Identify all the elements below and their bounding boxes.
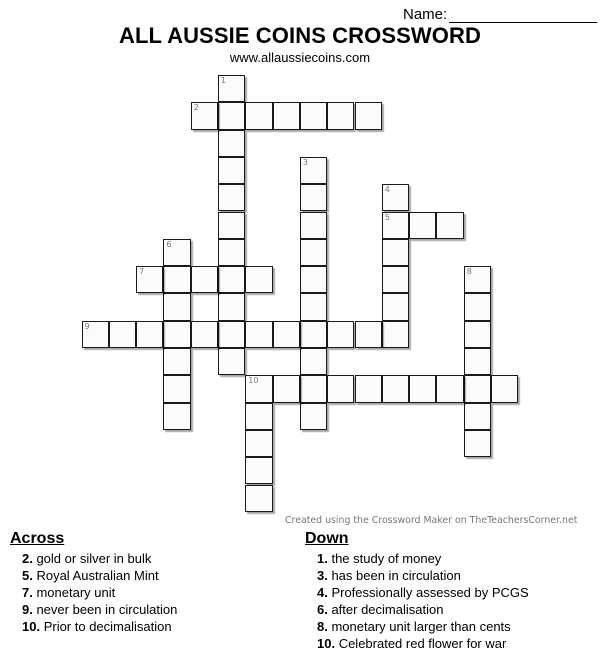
crossword-cell[interactable]: [163, 239, 190, 266]
clue-number: 8.: [317, 619, 328, 634]
clue-item: [22, 618, 177, 635]
crossword-cell[interactable]: [109, 321, 136, 348]
crossword-cell[interactable]: [300, 266, 327, 293]
crossword-cell[interactable]: [327, 102, 354, 129]
crossword-cell[interactable]: [436, 375, 463, 402]
across-clue-list: [10, 550, 177, 635]
crossword-cell[interactable]: [300, 321, 327, 348]
crossword-cell[interactable]: [355, 102, 382, 129]
clue-text: the study of money: [327, 551, 442, 566]
clue-item: [317, 618, 529, 635]
clue-number: 10.: [317, 636, 336, 651]
clue-text: gold or silver in bulk: [32, 551, 152, 566]
crossword-cell[interactable]: [300, 157, 327, 184]
clue-number-label: 1: [221, 76, 227, 85]
crossword-cell[interactable]: [218, 348, 245, 375]
crossword-cell[interactable]: [273, 375, 300, 402]
crossword-cell[interactable]: [163, 403, 190, 430]
crossword-cell[interactable]: [464, 321, 491, 348]
crossword-cell[interactable]: [436, 212, 463, 239]
crossword-cell[interactable]: [409, 212, 436, 239]
crossword-cell[interactable]: [163, 321, 190, 348]
clue-item: [22, 567, 177, 584]
name-label: Name:: [403, 6, 448, 23]
crossword-cell[interactable]: [464, 403, 491, 430]
crossword-cell[interactable]: [382, 266, 409, 293]
credit-text: Created using the Crossword Maker on TheTeachersCorner.net: [285, 515, 578, 526]
clue-text: monetary unit larger than cents: [327, 619, 511, 634]
crossword-cell[interactable]: [191, 321, 218, 348]
crossword-cell[interactable]: [136, 266, 163, 293]
crossword-cell[interactable]: [245, 485, 272, 512]
crossword-cell[interactable]: [464, 348, 491, 375]
clue-number-label: 3: [302, 157, 308, 167]
crossword-cell[interactable]: [327, 375, 354, 402]
crossword-cell[interactable]: [409, 375, 436, 402]
crossword-cell[interactable]: [218, 293, 245, 320]
clue-number-label: 7: [139, 267, 145, 277]
crossword-cell[interactable]: [245, 321, 272, 348]
clue-item: [317, 635, 529, 652]
crossword-cell[interactable]: [218, 130, 245, 157]
crossword-cell[interactable]: [491, 375, 518, 402]
clue-text: never been in circulation: [32, 602, 178, 617]
crossword-cell[interactable]: [464, 375, 491, 402]
crossword-cell[interactable]: [382, 321, 409, 348]
clue-text: Celebrated red flower for war: [335, 636, 507, 651]
crossword-cell[interactable]: [300, 375, 327, 402]
down-clues: [305, 530, 529, 652]
crossword-cell[interactable]: [464, 293, 491, 320]
clue-item: [317, 601, 529, 618]
down-heading: Down: [305, 530, 349, 547]
crossword-cell[interactable]: [218, 102, 245, 129]
clue-number-label: 4: [384, 185, 390, 195]
down-clue-list: [305, 550, 529, 652]
crossword-cell[interactable]: [273, 102, 300, 129]
crossword-cell[interactable]: [163, 266, 190, 293]
clue-number-label: 5: [384, 212, 390, 222]
clue-item: [317, 567, 529, 584]
crossword-cell[interactable]: [273, 321, 300, 348]
clue-item: [22, 550, 177, 567]
clue-number: 2.: [22, 551, 33, 566]
clue-number-label: 6: [166, 239, 172, 249]
clue-number-label: 2: [193, 103, 199, 113]
crossword-cell[interactable]: [464, 266, 491, 293]
clue-number-label: 8: [466, 267, 472, 277]
across-heading: Across: [10, 530, 65, 547]
clue-number: 6.: [317, 602, 328, 617]
clue-text: Professionally assessed by PCGS: [327, 585, 529, 600]
crossword-cell[interactable]: [300, 102, 327, 129]
website-url: www.allaussiecoins.com: [229, 50, 371, 65]
crossword-cell[interactable]: [218, 239, 245, 266]
crossword-cell[interactable]: [218, 75, 245, 102]
clue-item: [22, 601, 177, 618]
clue-number: 4.: [317, 585, 328, 600]
clue-text: Royal Australian Mint: [32, 568, 159, 583]
clue-text: Prior to decimalisation: [40, 619, 172, 634]
clue-number-label: 10: [248, 376, 259, 386]
crossword-cell[interactable]: [382, 293, 409, 320]
crossword-cell[interactable]: [163, 375, 190, 402]
crossword-cell[interactable]: [218, 266, 245, 293]
crossword-cell[interactable]: [300, 184, 327, 211]
crossword-cell[interactable]: [327, 321, 354, 348]
clue-item: [317, 550, 529, 567]
crossword-cell[interactable]: [82, 321, 109, 348]
page-title: ALL AUSSIE COINS CROSSWORD: [119, 23, 481, 48]
crossword-cell[interactable]: [218, 184, 245, 211]
crossword-cell[interactable]: [300, 212, 327, 239]
clue-number: 7.: [22, 585, 33, 600]
crossword-cell[interactable]: [382, 375, 409, 402]
clue-text: monetary unit: [32, 585, 116, 600]
crossword-cell[interactable]: [245, 375, 272, 402]
crossword-cell[interactable]: [218, 321, 245, 348]
crossword-cell[interactable]: [245, 403, 272, 430]
crossword-cell[interactable]: [245, 457, 272, 484]
clue-item: [317, 584, 529, 601]
crossword-cell[interactable]: [382, 239, 409, 266]
clue-item: [22, 584, 177, 601]
crossword-cell[interactable]: [300, 403, 327, 430]
crossword-cell[interactable]: [163, 348, 190, 375]
crossword-cell[interactable]: [191, 266, 218, 293]
clue-number: 1.: [317, 551, 328, 566]
crossword-cell[interactable]: [245, 430, 272, 457]
crossword-cell[interactable]: [300, 239, 327, 266]
crossword-cell[interactable]: [218, 157, 245, 184]
clue-number: 5.: [22, 568, 33, 583]
crossword-cell[interactable]: [218, 212, 245, 239]
clue-text: has been in circulation: [327, 568, 461, 583]
crossword-cell[interactable]: [300, 293, 327, 320]
crossword-cell[interactable]: [355, 375, 382, 402]
crossword-cell[interactable]: [245, 102, 272, 129]
crossword-cell[interactable]: [191, 102, 218, 129]
clue-text: after decimalisation: [327, 602, 444, 617]
crossword-cell[interactable]: [245, 266, 272, 293]
crossword-cell[interactable]: [136, 321, 163, 348]
crossword-cell[interactable]: [300, 348, 327, 375]
crossword-cell[interactable]: [163, 293, 190, 320]
crossword-cell[interactable]: [355, 321, 382, 348]
clue-number: 9.: [22, 602, 33, 617]
across-clues: [10, 530, 177, 635]
clue-number-label: 9: [84, 321, 90, 331]
crossword-cell[interactable]: [464, 430, 491, 457]
crossword-cell[interactable]: [382, 184, 409, 211]
clue-number: 10.: [22, 619, 41, 634]
crossword-cell[interactable]: [382, 212, 409, 239]
clue-number: 3.: [317, 568, 328, 583]
